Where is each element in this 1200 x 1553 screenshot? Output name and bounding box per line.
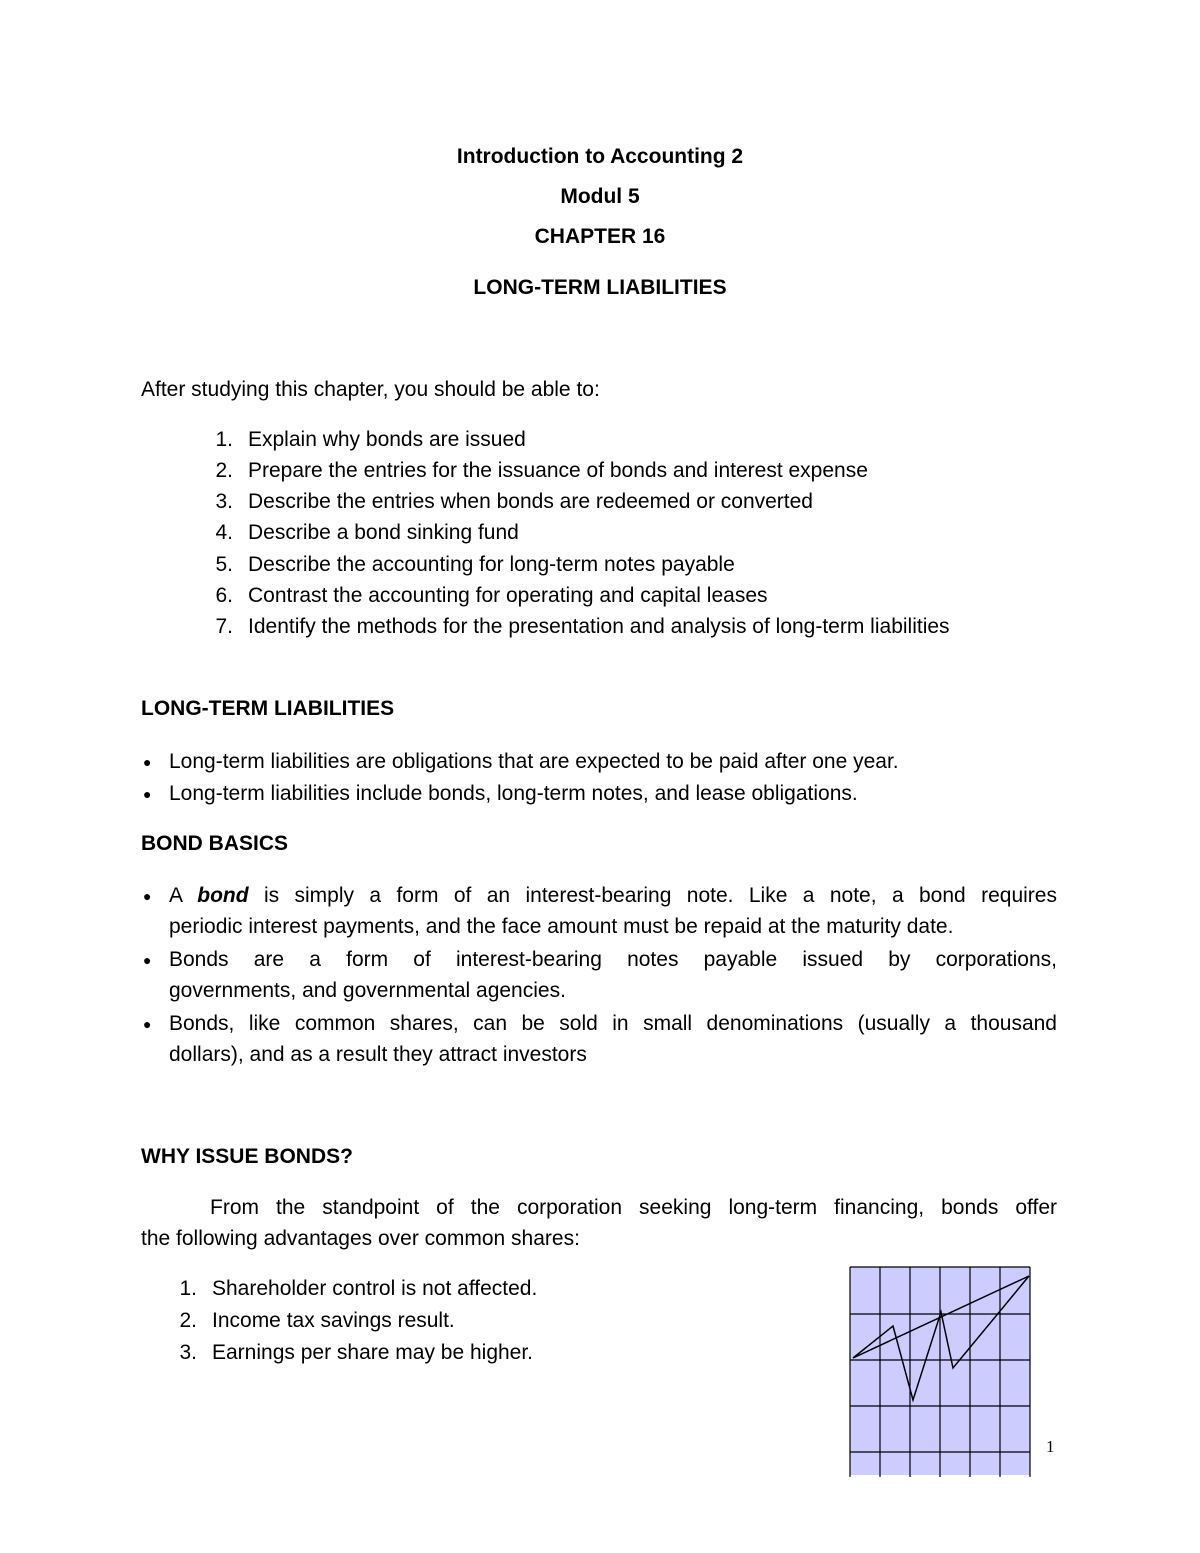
advantage-number: 1. bbox=[179, 1277, 197, 1300]
objective-number: 6. bbox=[215, 584, 233, 607]
bullet-icon: ● bbox=[143, 786, 152, 802]
objective-number: 3. bbox=[215, 490, 233, 513]
graph-illustration-icon bbox=[849, 1266, 1033, 1478]
bullet-icon: ● bbox=[143, 888, 152, 904]
objective-number: 5. bbox=[215, 553, 233, 576]
objective-text: Describe a bond sinking fund bbox=[248, 521, 519, 544]
advantage-number: 3. bbox=[179, 1341, 197, 1364]
section-heading-why-issue-bonds: WHY ISSUE BONDS? bbox=[141, 1145, 353, 1168]
advantage-text: Shareholder control is not affected. bbox=[212, 1277, 538, 1300]
bond-definition-line bbox=[169, 883, 1057, 909]
objective-number: 7. bbox=[215, 615, 233, 638]
section-heading-bond-basics: BOND BASICS bbox=[141, 832, 289, 855]
advantage-text: Earnings per share may be higher. bbox=[212, 1341, 534, 1364]
bullet-text: governments, and governmental agencies. bbox=[169, 979, 566, 1002]
bullet-icon: ● bbox=[143, 952, 152, 968]
objective-text: Prepare the entries for the issuance of bonds and interest expense bbox=[248, 459, 868, 482]
bullet-text: Long-term liabilities include bonds, long-term notes, and lease obligations. bbox=[169, 782, 858, 805]
objectives-intro: After studying this chapter, you should be able to: bbox=[141, 378, 600, 401]
advantage-number: 2. bbox=[179, 1309, 197, 1332]
course-title: Introduction to Accounting 2 bbox=[456, 145, 744, 168]
module-title: Modul 5 bbox=[560, 185, 640, 208]
bullet-text: dollars), and as a result they attract investors bbox=[169, 1043, 587, 1066]
advantage-text: Income tax savings result. bbox=[212, 1309, 455, 1332]
objective-text: Explain why bonds are issued bbox=[248, 428, 526, 451]
objective-number: 4. bbox=[215, 521, 233, 544]
bond-definition-rest: is simply a form of an interest-bearing note. Like a note, a bond requires bbox=[263, 884, 1057, 907]
objective-text: Describe the entries when bonds are redeemed or converted bbox=[248, 490, 813, 513]
objective-text: Describe the accounting for long-term notes payable bbox=[248, 553, 735, 576]
objective-number: 1. bbox=[215, 428, 233, 451]
paragraph-line: the following advantages over common shares: bbox=[141, 1227, 580, 1250]
bond-prefix: A bbox=[169, 884, 182, 907]
page-number: 1 bbox=[1046, 1437, 1055, 1456]
bond-term: bond bbox=[197, 884, 249, 907]
bullet-icon: ● bbox=[143, 1016, 152, 1032]
objective-number: 2. bbox=[215, 459, 233, 482]
objective-text: Identify the methods for the presentation and analysis of long-term liabilities bbox=[248, 615, 950, 638]
paragraph-line: From the standpoint of the corporation seeking long-term financing, bonds offer bbox=[210, 1196, 1057, 1219]
bullet-text: Long-term liabilities are obligations that are expected to be paid after one year. bbox=[169, 750, 899, 773]
section-heading-long-term-liabilities: LONG-TERM LIABILITIES bbox=[141, 697, 395, 720]
chapter-title: LONG-TERM LIABILITIES bbox=[473, 276, 727, 299]
bullet-text: periodic interest payments, and the face amount must be repaid at the maturity date. bbox=[169, 915, 954, 938]
chapter-number: CHAPTER 16 bbox=[534, 225, 666, 248]
bullet-icon: ● bbox=[143, 754, 152, 770]
bullet-text: Bonds are a form of interest-bearing notes payable issued by corporations, bbox=[169, 948, 1057, 971]
objective-text: Contrast the accounting for operating and capital leases bbox=[248, 584, 768, 607]
bullet-text: Bonds, like common shares, can be sold in small denominations (usually a thousand bbox=[169, 1012, 1057, 1035]
